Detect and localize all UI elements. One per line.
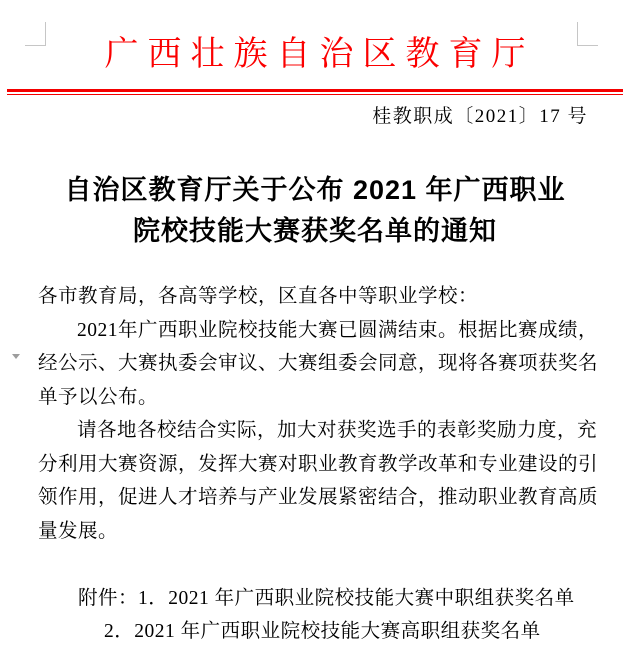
body-line: 2021年广西职业院校技能大赛已圆满结束。根据比赛成绩， [77,319,599,341]
agency-masthead: 广西壮族自治区教育厅 [104,36,535,73]
attachment-line-2: 2．2021 年广西职业院校技能大赛高职组获奖名单 [104,621,541,642]
salutation-line: 各市教育局，各高等学校，区直各中等职业学校： [38,286,479,307]
body-line: 请各地各校结合实际，加大对获奖选手的表彰奖励力度，充 [77,420,598,441]
body-line: 分利用大赛资源，发挥大赛对职业教育教学改革和专业建设的引 [38,453,599,475]
body-line: 量发展。 [38,520,119,542]
document-title-line2: 院校技能大赛获奖名单的通知 [133,216,497,246]
margin-cursor-artifact-icon [12,354,20,359]
body-line: 领作用，促进人才培养与产业发展紧密结合，推动职业教育高质 [38,487,599,508]
document-title [0,170,630,252]
masthead-double-rule [7,89,623,95]
body-line: 单予以公布。 [38,386,159,408]
body-line: 经公示、大赛执委会审议、大赛组委会同意，现将各赛项获奖名 [38,353,599,374]
attachment-line-1: 附件：1．2021 年广西职业院校技能大赛中职组获奖名单 [78,587,575,609]
blank-line [38,548,596,582]
document-title-line1: 自治区教育厅关于公布 2021 年广西职业 [64,175,566,205]
document-body [38,280,599,649]
document-reference-number: 桂教职成〔2021〕17 号 [372,106,588,127]
